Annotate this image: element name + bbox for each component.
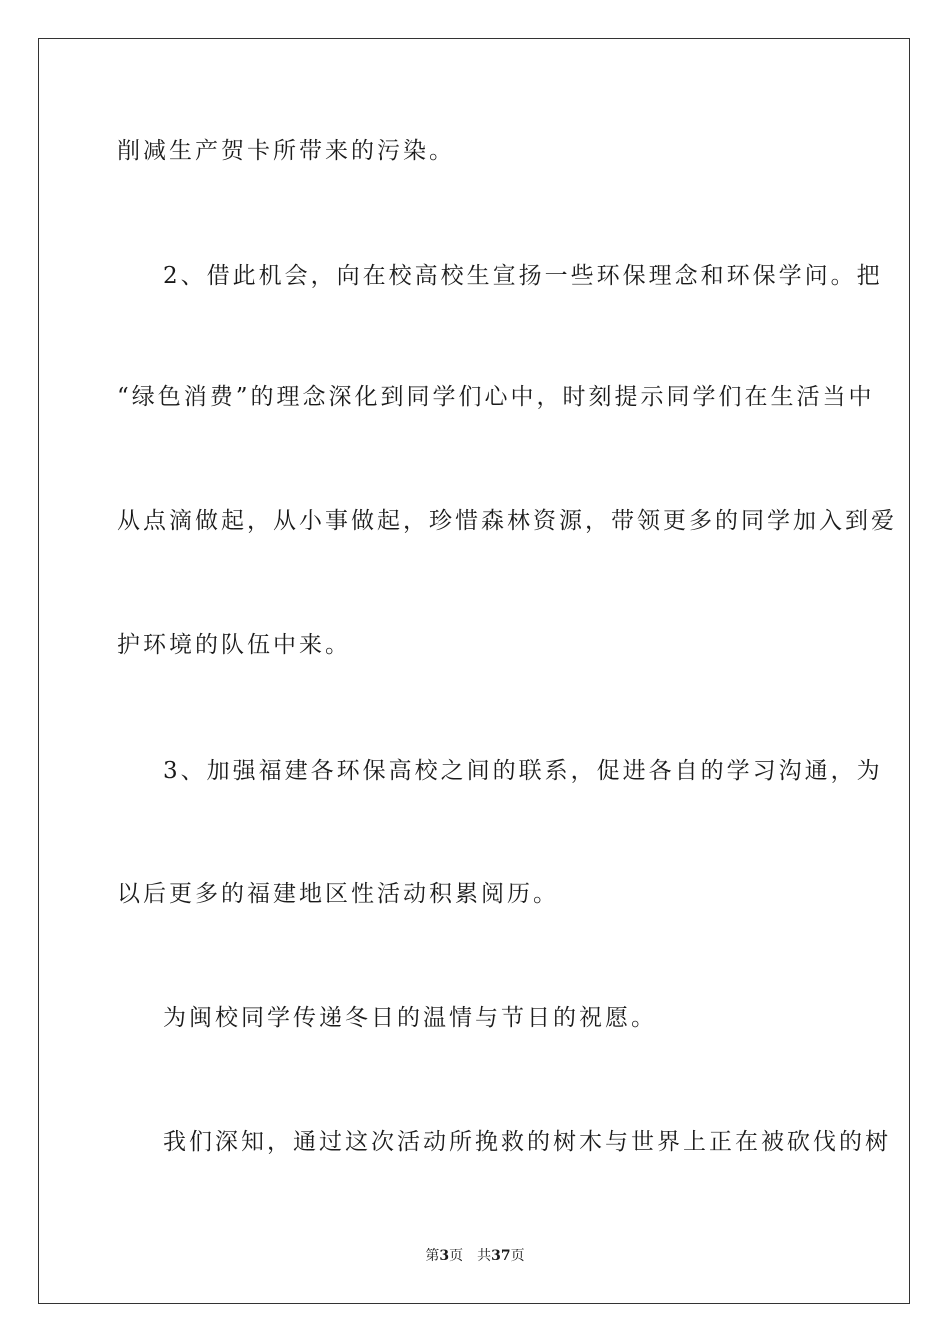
page-prefix: 第 [425, 1248, 440, 1264]
page-number: 3 [439, 1248, 450, 1264]
text-line-9: 我们深知，通过这次活动所挽救的树木与世界上正在被砍伐的树 [163, 1129, 891, 1155]
page-border [38, 38, 910, 1304]
text-line-8: 为闽校同学传递冬日的温情与节日的祝愿。 [163, 1005, 657, 1031]
page-suffix: 页 [449, 1248, 464, 1264]
total-prefix: 共 [477, 1248, 492, 1264]
text-line-7: 以后更多的福建地区性活动积累阅历。 [117, 881, 559, 907]
text-line-5: 护环境的队伍中来。 [117, 632, 351, 658]
text-line-3: “绿色消费”的理念深化到同学们心中，时刻提示同学们在生活当中 [117, 384, 875, 410]
total-pages: 37 [491, 1248, 511, 1264]
total-suffix: 页 [510, 1248, 525, 1264]
text-line-2: 2、借此机会，向在校高校生宣扬一些环保理念和环保学问。把 [163, 263, 883, 289]
page-footer [0, 1246, 950, 1266]
text-line-4: 从点滴做起，从小事做起，珍惜森林资源，带领更多的同学加入到爱 [117, 508, 897, 534]
text-line-1: 削减生产贺卡所带来的污染。 [117, 138, 455, 164]
text-line-6: 3、加强福建各环保高校之间的联系，促进各自的学习沟通，为 [163, 758, 883, 784]
